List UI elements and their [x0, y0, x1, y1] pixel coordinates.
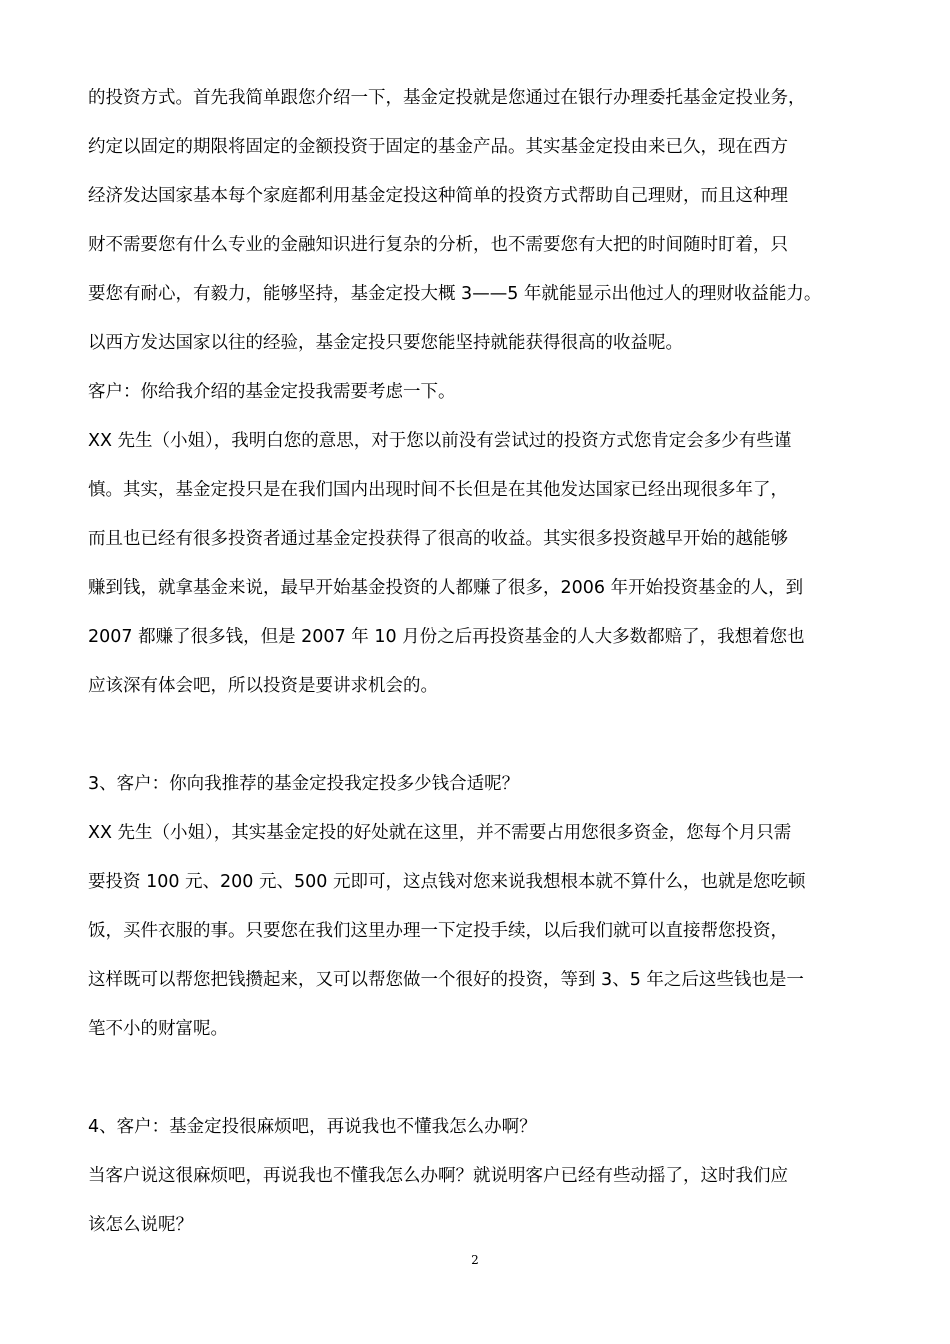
- text-line: 赚到钱，就拿基金来说，最早开始基金投资的人都赚了很多，2006 年开始投资基金的人，到: [88, 578, 804, 598]
- text-line: 而且也已经有很多投资者通过基金定投获得了很高的收益。其实很多投资越早开始的越能够: [88, 529, 788, 549]
- text-line: 财不需要您有什么专业的金融知识进行复杂的分析，也不需要您有大把的时间随时盯着，只: [88, 235, 788, 255]
- text-line: 笔不小的财富呢。: [88, 1019, 228, 1039]
- text-line: 慎。其实，基金定投只是在我们国内出现时间不长但是在其他发达国家已经出现很多年了，: [88, 480, 788, 500]
- text-line: 要您有耐心，有毅力，能够坚持，基金定投大概 3——5 年就能显示出他过人的理财收益能力。: [88, 284, 822, 304]
- text-line: 以西方发达国家以往的经验，基金定投只要您能坚持就能获得很高的收益呢。: [88, 333, 683, 353]
- section-heading: 4、客户：基金定投很麻烦吧，再说我也不懂我怎么办啊？: [88, 1117, 537, 1137]
- page-number: 2: [471, 1253, 479, 1267]
- section-heading: 3、客户：你向我推荐的基金定投我定投多少钱合适呢？: [88, 774, 520, 794]
- text-line: 要投资 100 元、200 元、500 元即可，这点钱对您来说我想根本就不算什么，也就是您吃顿: [88, 872, 806, 892]
- text-line: 经济发达国家基本每个家庭都利用基金定投这种简单的投资方式帮助自己理财，而且这种理: [88, 186, 788, 206]
- text-line: 客户：你给我介绍的基金定投我需要考虑一下。: [88, 382, 456, 402]
- text-line: 饭，买件衣服的事。只要您在我们这里办理一下定投手续，以后我们就可以直接帮您投资，: [88, 921, 788, 941]
- text-line: 约定以固定的期限将固定的金额投资于固定的基金产品。其实基金定投由来已久，现在西方: [88, 137, 788, 157]
- text-line: XX 先生（小姐），我明白您的意思，对于您以前没有尝试过的投资方式您肯定会多少有些谨: [88, 431, 792, 451]
- text-line: 应该深有体会吧，所以投资是要讲求机会的。: [88, 676, 438, 696]
- text-line: 当客户说这很麻烦吧，再说我也不懂我怎么办啊？就说明客户已经有些动摇了，这时我们应: [88, 1166, 788, 1186]
- text-line: XX 先生（小姐），其实基金定投的好处就在这里，并不需要占用您很多资金，您每个月只需: [88, 823, 792, 843]
- text-line: 的投资方式。首先我简单跟您介绍一下，基金定投就是您通过在银行办理委托基金定投业务，: [88, 88, 806, 108]
- text-line: 该怎么说呢？: [88, 1215, 193, 1235]
- text-line: 2007 都赚了很多钱，但是 2007 年 10 月份之后再投资基金的人大多数都赔了，我想着您也: [88, 627, 805, 647]
- text-line: 这样既可以帮您把钱攒起来，又可以帮您做一个很好的投资，等到 3、5 年之后这些钱也是一: [88, 970, 804, 990]
